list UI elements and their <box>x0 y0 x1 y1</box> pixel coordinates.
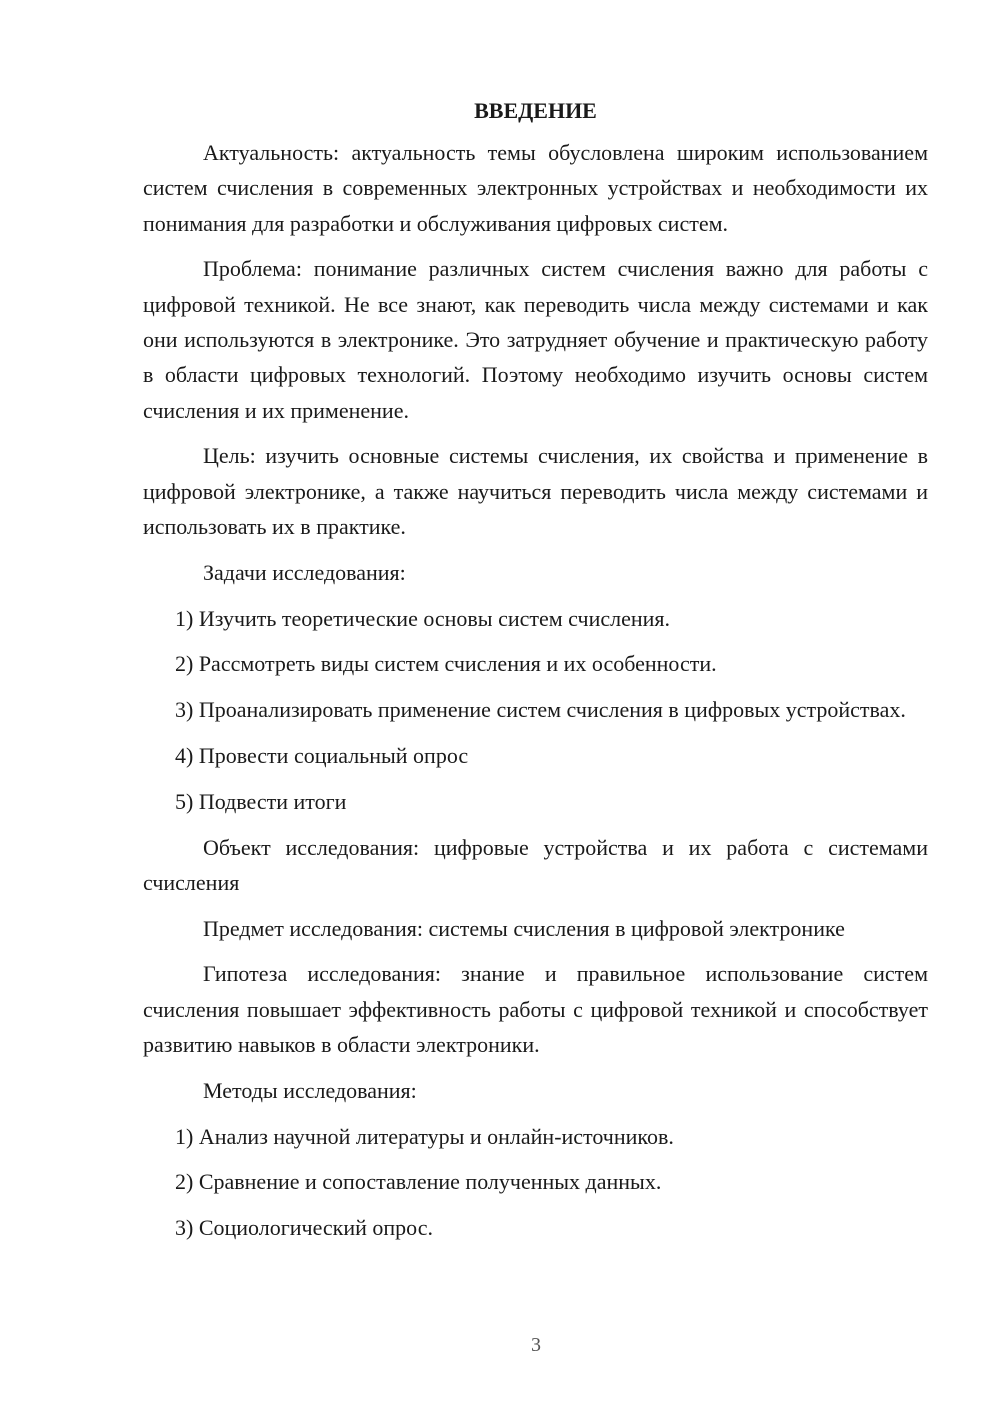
document-page <box>143 95 928 1256</box>
method-item-2: 2) Сравнение и сопоставление полученных данных. <box>175 1169 662 1195</box>
subject-paragraph: Предмет исследования: системы счисления в цифровой электронике <box>203 915 845 941</box>
method-item-1: 1) Анализ научной литературы и онлайн-источников. <box>175 1123 674 1149</box>
goal-paragraph: Цель: изучить основные системы счисления, их свойства и применение в цифровой электронике, а также научиться переводить числа между системами и использовать их в практике. <box>143 443 928 539</box>
page-title: ВВЕДЕНИЕ <box>474 98 597 123</box>
relevance-paragraph: Актуальность: актуальность темы обусловлена широким использованием систем счисления в современных электронных устройствах и необходимости их понимания для разработки и обслуживания цифровых систем. <box>143 140 928 236</box>
task-item-3: 3) Проанализировать применение систем счисления в цифровых устройствах. <box>175 697 906 723</box>
hypothesis-paragraph: Гипотеза исследования: знание и правильное использование систем счисления повышает эффективность работы с цифровой техникой и способствует развитию навыков в области электроники. <box>143 961 928 1058</box>
method-item-3: 3) Социологический опрос. <box>175 1215 433 1241</box>
tasks-heading: Задачи исследования: <box>203 559 406 585</box>
task-item-2: 2) Рассмотреть виды систем счисления и их особенности. <box>175 651 717 677</box>
page-number: 3 <box>531 1334 541 1356</box>
object-paragraph: Объект исследования: цифровые устройства и их работа с системами счисления <box>143 834 928 895</box>
task-item-4: 4) Провести социальный опрос <box>175 742 469 768</box>
methods-heading: Методы исследования: <box>203 1077 417 1103</box>
task-item-1: 1) Изучить теоретические основы систем счисления. <box>175 605 671 631</box>
problem-paragraph: Проблема: понимание различных систем счисления важно для работы с цифровой техникой. Не все знают, как переводить числа между системами и как они используются в электронике. Это затрудняет обучение и практическую работу в области цифровых технологий. Поэтому необходимо изучить основы систем счисления и их применение. <box>143 256 928 423</box>
task-item-5: 5) Подвести итоги <box>175 788 347 814</box>
